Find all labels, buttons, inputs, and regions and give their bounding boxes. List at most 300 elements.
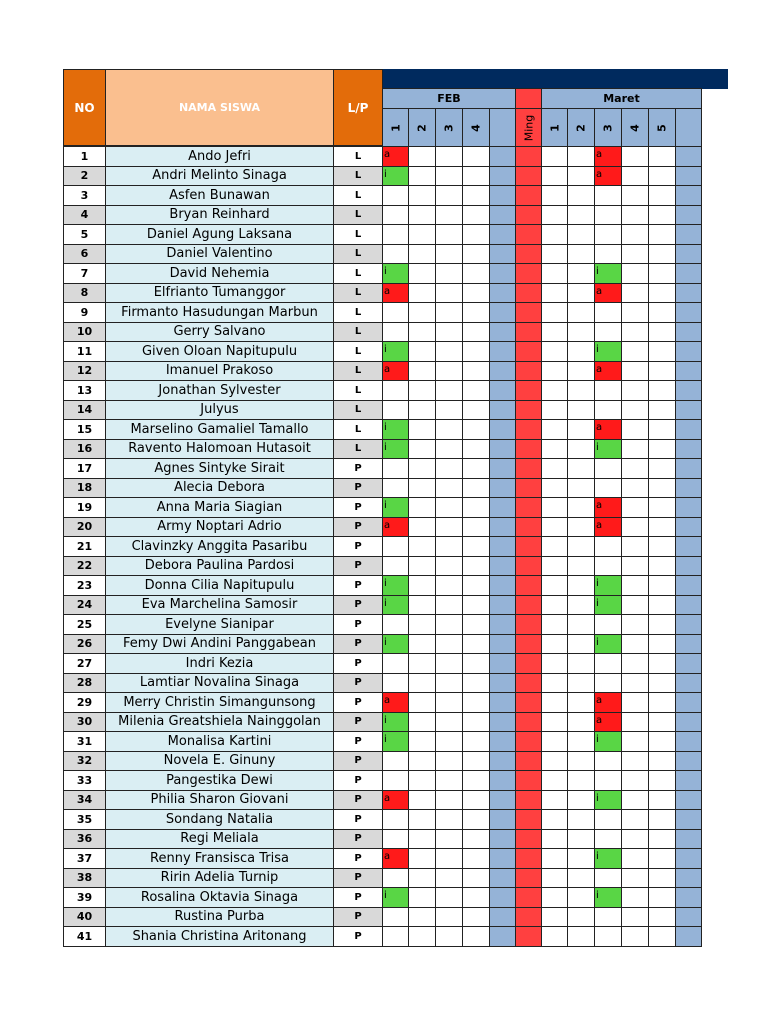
student-gender[interactable]: L xyxy=(333,146,383,167)
student-name[interactable]: Rustina Purba xyxy=(105,907,334,928)
attendance-cell-feb[interactable] xyxy=(435,751,463,772)
attendance-cell-feb[interactable] xyxy=(435,166,463,187)
attendance-cell-feb[interactable] xyxy=(435,263,463,284)
attendance-cell-feb[interactable] xyxy=(408,146,436,167)
attendance-cell-maret[interactable] xyxy=(541,146,568,167)
attendance-cell-maret[interactable] xyxy=(567,263,595,284)
attendance-cell-feb[interactable] xyxy=(382,868,409,889)
attendance-cell-feb[interactable] xyxy=(435,419,463,440)
attendance-cell-feb[interactable] xyxy=(435,712,463,733)
attendance-cell-maret[interactable] xyxy=(594,224,622,245)
attendance-cell-maret[interactable] xyxy=(567,322,595,343)
attendance-cell-maret[interactable] xyxy=(541,185,568,206)
attendance-cell-feb[interactable] xyxy=(408,692,436,713)
attendance-cell-feb[interactable] xyxy=(462,887,490,908)
attendance-cell-maret[interactable] xyxy=(621,283,649,304)
student-gender[interactable]: L xyxy=(333,185,383,206)
attendance-cell-maret[interactable] xyxy=(648,692,676,713)
student-gender[interactable]: L xyxy=(333,283,383,304)
attendance-cell-maret[interactable] xyxy=(567,302,595,323)
student-gender[interactable]: P xyxy=(333,556,383,577)
attendance-cell-feb[interactable] xyxy=(408,575,436,596)
attendance-cell-maret[interactable] xyxy=(541,887,568,908)
attendance-cell-maret[interactable] xyxy=(567,829,595,850)
attendance-cell-feb[interactable] xyxy=(435,185,463,206)
attendance-cell-maret[interactable] xyxy=(541,790,568,811)
attendance-cell-feb[interactable] xyxy=(408,166,436,187)
attendance-cell-feb[interactable] xyxy=(408,770,436,791)
attendance-cell-feb[interactable] xyxy=(408,790,436,811)
attendance-cell-maret[interactable] xyxy=(594,458,622,479)
attendance-cell-feb[interactable] xyxy=(462,634,490,655)
attendance-cell-maret[interactable] xyxy=(594,673,622,694)
attendance-cell-feb[interactable] xyxy=(382,809,409,830)
attendance-cell-maret[interactable] xyxy=(648,770,676,791)
attendance-cell-maret[interactable] xyxy=(541,322,568,343)
attendance-cell-feb[interactable] xyxy=(408,302,436,323)
attendance-cell-feb[interactable] xyxy=(435,653,463,674)
attendance-cell-maret[interactable]: i xyxy=(594,790,622,811)
attendance-cell-maret[interactable] xyxy=(541,712,568,733)
attendance-cell-feb[interactable] xyxy=(435,868,463,889)
attendance-cell-maret[interactable] xyxy=(621,926,649,947)
attendance-cell-maret[interactable] xyxy=(594,244,622,265)
attendance-cell-maret[interactable] xyxy=(648,478,676,499)
attendance-cell-maret[interactable] xyxy=(567,653,595,674)
student-name[interactable]: Shania Christina Aritonang xyxy=(105,926,334,947)
student-name[interactable]: Gerry Salvano xyxy=(105,322,334,343)
student-gender[interactable]: P xyxy=(333,712,383,733)
attendance-cell-maret[interactable]: a xyxy=(594,497,622,518)
attendance-cell-feb[interactable]: i xyxy=(382,634,409,655)
attendance-cell-maret[interactable] xyxy=(648,575,676,596)
student-name[interactable]: Marselino Gamaliel Tamallo xyxy=(105,419,334,440)
attendance-cell-feb[interactable] xyxy=(462,614,490,635)
attendance-cell-maret[interactable] xyxy=(648,887,676,908)
attendance-cell-maret[interactable]: i xyxy=(594,731,622,752)
attendance-cell-feb[interactable] xyxy=(435,809,463,830)
attendance-cell-maret[interactable] xyxy=(648,419,676,440)
attendance-cell-maret[interactable] xyxy=(621,185,649,206)
attendance-cell-maret[interactable] xyxy=(621,302,649,323)
attendance-cell-feb[interactable] xyxy=(408,731,436,752)
student-gender[interactable]: P xyxy=(333,868,383,889)
attendance-cell-feb[interactable] xyxy=(382,458,409,479)
attendance-cell-maret[interactable] xyxy=(594,868,622,889)
attendance-cell-feb[interactable] xyxy=(435,146,463,167)
student-gender[interactable]: P xyxy=(333,497,383,518)
attendance-cell-maret[interactable] xyxy=(567,595,595,616)
attendance-cell-feb[interactable] xyxy=(408,361,436,382)
student-gender[interactable]: P xyxy=(333,809,383,830)
attendance-cell-maret[interactable] xyxy=(621,653,649,674)
attendance-cell-maret[interactable] xyxy=(621,536,649,557)
attendance-cell-maret[interactable] xyxy=(621,517,649,538)
attendance-cell-maret[interactable] xyxy=(541,439,568,460)
attendance-cell-maret[interactable] xyxy=(567,419,595,440)
attendance-cell-maret[interactable] xyxy=(567,712,595,733)
attendance-cell-feb[interactable] xyxy=(382,205,409,226)
attendance-cell-feb[interactable] xyxy=(382,907,409,928)
student-name[interactable]: Alecia Debora xyxy=(105,478,334,499)
attendance-cell-maret[interactable] xyxy=(541,595,568,616)
student-name[interactable]: Ririn Adelia Turnip xyxy=(105,868,334,889)
attendance-cell-feb[interactable] xyxy=(462,283,490,304)
student-name[interactable]: Indri Kezia xyxy=(105,653,334,674)
student-name[interactable]: Lamtiar Novalina Sinaga xyxy=(105,673,334,694)
attendance-cell-maret[interactable] xyxy=(621,478,649,499)
attendance-cell-feb[interactable] xyxy=(435,497,463,518)
attendance-cell-feb[interactable] xyxy=(462,829,490,850)
attendance-cell-feb[interactable] xyxy=(462,380,490,401)
attendance-cell-feb[interactable] xyxy=(408,283,436,304)
attendance-cell-feb[interactable] xyxy=(435,322,463,343)
attendance-cell-maret[interactable] xyxy=(594,829,622,850)
attendance-cell-maret[interactable]: i xyxy=(594,263,622,284)
student-gender[interactable]: P xyxy=(333,575,383,596)
attendance-cell-maret[interactable] xyxy=(621,341,649,362)
attendance-cell-feb[interactable] xyxy=(462,400,490,421)
student-gender[interactable]: P xyxy=(333,614,383,635)
attendance-cell-feb[interactable] xyxy=(462,361,490,382)
attendance-cell-feb[interactable] xyxy=(408,829,436,850)
attendance-cell-feb[interactable] xyxy=(408,419,436,440)
attendance-cell-feb[interactable] xyxy=(408,751,436,772)
attendance-cell-maret[interactable] xyxy=(541,478,568,499)
attendance-cell-maret[interactable] xyxy=(648,926,676,947)
attendance-cell-maret[interactable] xyxy=(621,224,649,245)
attendance-cell-maret[interactable] xyxy=(567,809,595,830)
attendance-cell-maret[interactable] xyxy=(621,731,649,752)
attendance-cell-maret[interactable] xyxy=(541,263,568,284)
attendance-cell-feb[interactable] xyxy=(408,205,436,226)
attendance-cell-feb[interactable] xyxy=(462,770,490,791)
attendance-cell-maret[interactable] xyxy=(567,497,595,518)
student-name[interactable]: Regi Meliala xyxy=(105,829,334,850)
attendance-cell-maret[interactable] xyxy=(567,478,595,499)
attendance-cell-feb[interactable] xyxy=(408,673,436,694)
student-name[interactable]: Milenia Greatshiela Nainggolan xyxy=(105,712,334,733)
attendance-cell-feb[interactable] xyxy=(382,751,409,772)
attendance-cell-maret[interactable] xyxy=(621,751,649,772)
attendance-cell-maret[interactable] xyxy=(648,712,676,733)
attendance-cell-maret[interactable] xyxy=(648,302,676,323)
attendance-cell-feb[interactable] xyxy=(408,380,436,401)
attendance-cell-maret[interactable] xyxy=(594,302,622,323)
attendance-cell-feb[interactable] xyxy=(382,829,409,850)
attendance-cell-feb[interactable]: i xyxy=(382,575,409,596)
attendance-cell-maret[interactable] xyxy=(541,692,568,713)
attendance-cell-maret[interactable]: i xyxy=(594,595,622,616)
student-gender[interactable]: P xyxy=(333,517,383,538)
attendance-cell-maret[interactable] xyxy=(567,575,595,596)
attendance-cell-maret[interactable] xyxy=(594,478,622,499)
attendance-cell-maret[interactable] xyxy=(621,205,649,226)
attendance-cell-feb[interactable] xyxy=(435,478,463,499)
attendance-cell-maret[interactable] xyxy=(541,400,568,421)
attendance-cell-maret[interactable] xyxy=(621,692,649,713)
attendance-cell-maret[interactable] xyxy=(648,361,676,382)
attendance-cell-feb[interactable]: i xyxy=(382,497,409,518)
attendance-cell-feb[interactable] xyxy=(382,224,409,245)
attendance-cell-maret[interactable] xyxy=(648,907,676,928)
attendance-cell-feb[interactable] xyxy=(435,205,463,226)
attendance-cell-feb[interactable] xyxy=(382,673,409,694)
attendance-cell-feb[interactable] xyxy=(408,263,436,284)
student-gender[interactable]: L xyxy=(333,166,383,187)
student-gender[interactable]: P xyxy=(333,829,383,850)
attendance-cell-maret[interactable]: i xyxy=(594,575,622,596)
attendance-cell-maret[interactable] xyxy=(648,848,676,869)
student-name[interactable]: Philia Sharon Giovani xyxy=(105,790,334,811)
student-gender[interactable]: L xyxy=(333,322,383,343)
attendance-cell-maret[interactable] xyxy=(648,809,676,830)
attendance-cell-maret[interactable] xyxy=(594,653,622,674)
attendance-cell-feb[interactable] xyxy=(382,556,409,577)
attendance-cell-feb[interactable]: i xyxy=(382,731,409,752)
attendance-cell-maret[interactable] xyxy=(567,887,595,908)
attendance-cell-feb[interactable] xyxy=(435,634,463,655)
student-name[interactable]: Ando Jefri xyxy=(105,146,334,167)
student-gender[interactable]: P xyxy=(333,595,383,616)
attendance-cell-feb[interactable] xyxy=(382,400,409,421)
attendance-cell-feb[interactable] xyxy=(435,731,463,752)
attendance-cell-feb[interactable] xyxy=(435,458,463,479)
attendance-cell-feb[interactable] xyxy=(462,263,490,284)
attendance-cell-maret[interactable] xyxy=(648,380,676,401)
attendance-cell-maret[interactable] xyxy=(621,595,649,616)
attendance-cell-maret[interactable] xyxy=(621,244,649,265)
attendance-cell-maret[interactable] xyxy=(648,400,676,421)
attendance-cell-feb[interactable] xyxy=(408,887,436,908)
attendance-cell-maret[interactable] xyxy=(567,634,595,655)
attendance-cell-feb[interactable] xyxy=(435,907,463,928)
attendance-cell-feb[interactable] xyxy=(462,790,490,811)
attendance-cell-maret[interactable] xyxy=(594,185,622,206)
attendance-cell-maret[interactable]: a xyxy=(594,166,622,187)
student-name[interactable]: Monalisa Kartini xyxy=(105,731,334,752)
attendance-cell-feb[interactable] xyxy=(435,614,463,635)
attendance-cell-feb[interactable] xyxy=(408,809,436,830)
attendance-cell-maret[interactable] xyxy=(541,751,568,772)
student-gender[interactable]: L xyxy=(333,400,383,421)
attendance-cell-maret[interactable] xyxy=(621,614,649,635)
attendance-cell-feb[interactable]: i xyxy=(382,341,409,362)
attendance-cell-maret[interactable] xyxy=(594,770,622,791)
attendance-cell-maret[interactable] xyxy=(594,926,622,947)
attendance-cell-maret[interactable] xyxy=(621,829,649,850)
attendance-cell-maret[interactable] xyxy=(567,868,595,889)
attendance-cell-maret[interactable] xyxy=(648,224,676,245)
attendance-cell-feb[interactable] xyxy=(462,692,490,713)
attendance-cell-feb[interactable] xyxy=(462,146,490,167)
student-gender[interactable]: P xyxy=(333,790,383,811)
attendance-cell-maret[interactable]: i xyxy=(594,439,622,460)
attendance-cell-maret[interactable] xyxy=(621,361,649,382)
attendance-cell-feb[interactable] xyxy=(462,302,490,323)
attendance-cell-maret[interactable] xyxy=(648,439,676,460)
attendance-cell-feb[interactable] xyxy=(462,341,490,362)
student-name[interactable]: Evelyne Sianipar xyxy=(105,614,334,635)
attendance-cell-maret[interactable] xyxy=(621,400,649,421)
attendance-cell-feb[interactable] xyxy=(462,575,490,596)
attendance-cell-feb[interactable] xyxy=(435,926,463,947)
student-name[interactable]: Firmanto Hasudungan Marbun xyxy=(105,302,334,323)
attendance-cell-maret[interactable] xyxy=(648,731,676,752)
attendance-cell-maret[interactable] xyxy=(648,517,676,538)
attendance-cell-maret[interactable] xyxy=(621,146,649,167)
attendance-cell-maret[interactable] xyxy=(648,556,676,577)
attendance-cell-feb[interactable] xyxy=(462,497,490,518)
attendance-cell-maret[interactable] xyxy=(621,575,649,596)
attendance-cell-maret[interactable] xyxy=(541,166,568,187)
attendance-cell-feb[interactable]: i xyxy=(382,419,409,440)
attendance-cell-feb[interactable]: a xyxy=(382,283,409,304)
student-gender[interactable]: P xyxy=(333,731,383,752)
attendance-cell-maret[interactable]: a xyxy=(594,692,622,713)
attendance-cell-maret[interactable] xyxy=(594,322,622,343)
student-gender[interactable]: P xyxy=(333,926,383,947)
student-name[interactable]: Renny Fransisca Trisa xyxy=(105,848,334,869)
attendance-cell-maret[interactable] xyxy=(567,614,595,635)
student-name[interactable]: Daniel Valentino xyxy=(105,244,334,265)
student-name[interactable]: Pangestika Dewi xyxy=(105,770,334,791)
attendance-cell-feb[interactable] xyxy=(462,907,490,928)
attendance-cell-feb[interactable]: a xyxy=(382,790,409,811)
attendance-cell-maret[interactable]: i xyxy=(594,634,622,655)
attendance-cell-maret[interactable] xyxy=(541,829,568,850)
attendance-cell-maret[interactable] xyxy=(541,517,568,538)
attendance-cell-feb[interactable] xyxy=(462,848,490,869)
attendance-cell-feb[interactable] xyxy=(435,575,463,596)
attendance-cell-feb[interactable] xyxy=(408,653,436,674)
attendance-cell-feb[interactable] xyxy=(408,634,436,655)
student-name[interactable]: Rosalina Oktavia Sinaga xyxy=(105,887,334,908)
attendance-cell-maret[interactable] xyxy=(594,556,622,577)
attendance-cell-maret[interactable] xyxy=(541,731,568,752)
attendance-cell-maret[interactable] xyxy=(621,887,649,908)
attendance-cell-maret[interactable]: i xyxy=(594,848,622,869)
attendance-cell-feb[interactable] xyxy=(382,926,409,947)
student-gender[interactable]: L xyxy=(333,341,383,362)
attendance-cell-feb[interactable] xyxy=(408,868,436,889)
student-name[interactable]: Femy Dwi Andini Panggabean xyxy=(105,634,334,655)
attendance-cell-feb[interactable] xyxy=(408,322,436,343)
attendance-cell-maret[interactable] xyxy=(648,868,676,889)
attendance-cell-maret[interactable] xyxy=(648,790,676,811)
student-name[interactable]: Asfen Bunawan xyxy=(105,185,334,206)
attendance-cell-feb[interactable] xyxy=(408,907,436,928)
student-name[interactable]: Clavinzky Anggita Pasaribu xyxy=(105,536,334,557)
attendance-cell-maret[interactable] xyxy=(541,458,568,479)
student-name[interactable]: Novela E. Ginuny xyxy=(105,751,334,772)
student-gender[interactable]: L xyxy=(333,361,383,382)
attendance-cell-feb[interactable] xyxy=(382,185,409,206)
attendance-cell-maret[interactable]: a xyxy=(594,361,622,382)
attendance-cell-maret[interactable] xyxy=(648,205,676,226)
attendance-cell-feb[interactable]: a xyxy=(382,848,409,869)
attendance-cell-feb[interactable] xyxy=(435,595,463,616)
attendance-cell-feb[interactable] xyxy=(462,166,490,187)
attendance-cell-maret[interactable]: a xyxy=(594,146,622,167)
attendance-cell-feb[interactable] xyxy=(408,712,436,733)
attendance-cell-maret[interactable] xyxy=(621,166,649,187)
attendance-cell-maret[interactable] xyxy=(567,244,595,265)
attendance-cell-maret[interactable] xyxy=(621,634,649,655)
attendance-cell-maret[interactable] xyxy=(621,848,649,869)
attendance-cell-maret[interactable] xyxy=(541,848,568,869)
attendance-cell-maret[interactable] xyxy=(648,653,676,674)
attendance-cell-maret[interactable]: a xyxy=(594,517,622,538)
student-gender[interactable]: P xyxy=(333,887,383,908)
attendance-cell-feb[interactable] xyxy=(462,712,490,733)
attendance-cell-maret[interactable] xyxy=(567,556,595,577)
attendance-cell-maret[interactable] xyxy=(621,497,649,518)
attendance-cell-maret[interactable] xyxy=(648,322,676,343)
attendance-cell-feb[interactable] xyxy=(382,302,409,323)
attendance-cell-feb[interactable]: i xyxy=(382,712,409,733)
student-name[interactable]: Given Oloan Napitupulu xyxy=(105,341,334,362)
attendance-cell-feb[interactable] xyxy=(462,478,490,499)
attendance-cell-feb[interactable] xyxy=(408,224,436,245)
attendance-cell-maret[interactable] xyxy=(541,205,568,226)
student-name[interactable]: Julyus xyxy=(105,400,334,421)
student-name[interactable]: Eva Marchelina Samosir xyxy=(105,595,334,616)
attendance-cell-maret[interactable] xyxy=(567,907,595,928)
attendance-cell-feb[interactable]: i xyxy=(382,166,409,187)
attendance-cell-feb[interactable] xyxy=(382,380,409,401)
attendance-cell-feb[interactable] xyxy=(435,848,463,869)
attendance-cell-maret[interactable] xyxy=(541,907,568,928)
student-gender[interactable]: L xyxy=(333,439,383,460)
attendance-cell-maret[interactable] xyxy=(567,439,595,460)
attendance-cell-maret[interactable] xyxy=(648,595,676,616)
attendance-cell-maret[interactable] xyxy=(648,244,676,265)
student-name[interactable]: Ravento Halomoan Hutasoit xyxy=(105,439,334,460)
attendance-cell-maret[interactable] xyxy=(594,809,622,830)
attendance-cell-maret[interactable]: a xyxy=(594,283,622,304)
attendance-cell-maret[interactable] xyxy=(621,380,649,401)
attendance-cell-feb[interactable] xyxy=(408,341,436,362)
attendance-cell-feb[interactable] xyxy=(408,556,436,577)
attendance-cell-maret[interactable] xyxy=(541,244,568,265)
attendance-cell-feb[interactable] xyxy=(382,478,409,499)
attendance-cell-feb[interactable] xyxy=(462,556,490,577)
attendance-cell-feb[interactable] xyxy=(462,439,490,460)
attendance-cell-feb[interactable] xyxy=(435,829,463,850)
attendance-cell-feb[interactable] xyxy=(462,926,490,947)
student-gender[interactable]: P xyxy=(333,692,383,713)
attendance-cell-maret[interactable] xyxy=(648,263,676,284)
attendance-cell-feb[interactable] xyxy=(408,439,436,460)
attendance-cell-maret[interactable] xyxy=(567,673,595,694)
attendance-cell-maret[interactable] xyxy=(594,380,622,401)
attendance-cell-feb[interactable] xyxy=(382,244,409,265)
attendance-cell-maret[interactable] xyxy=(567,146,595,167)
attendance-cell-feb[interactable] xyxy=(382,614,409,635)
attendance-cell-maret[interactable] xyxy=(621,556,649,577)
attendance-cell-maret[interactable] xyxy=(541,575,568,596)
student-gender[interactable]: L xyxy=(333,224,383,245)
attendance-cell-maret[interactable] xyxy=(567,341,595,362)
student-name[interactable]: Agnes Sintyke Sirait xyxy=(105,458,334,479)
attendance-cell-maret[interactable] xyxy=(567,731,595,752)
attendance-cell-maret[interactable] xyxy=(567,224,595,245)
student-name[interactable]: Sondang Natalia xyxy=(105,809,334,830)
attendance-cell-feb[interactable] xyxy=(435,673,463,694)
attendance-cell-feb[interactable] xyxy=(408,536,436,557)
attendance-cell-maret[interactable] xyxy=(594,536,622,557)
